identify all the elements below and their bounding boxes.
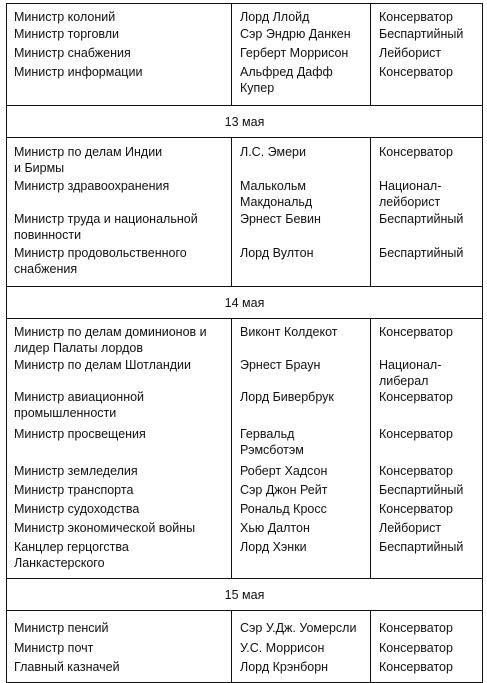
name-cell: Альфред Дафф Купер: [232, 64, 371, 106]
post-cell: Министр судоходства: [7, 501, 232, 520]
table-row: [7, 501, 483, 520]
party-cell: Консерватор: [371, 659, 483, 683]
post-cell: Министр здравоохранения: [7, 178, 232, 211]
table-row: [7, 357, 483, 389]
post-cell: Министр земледелия: [7, 463, 232, 482]
party-cell: Беспартийный: [371, 26, 483, 45]
party-cell: Консерватор: [371, 640, 483, 659]
post-cell: Министр информации: [7, 64, 232, 106]
name-cell: У.С. Моррисон: [232, 640, 371, 659]
table-row: [7, 4, 483, 26]
table-row: [7, 211, 483, 245]
post-cell: Министр торговли: [7, 26, 232, 45]
table-row: [7, 539, 483, 579]
name-cell: Роберт Хадсон: [232, 463, 371, 482]
table-row: [7, 640, 483, 659]
table-row: [7, 426, 483, 463]
section-date: 15 мая: [7, 579, 483, 611]
party-cell: Консерватор: [371, 389, 483, 426]
name-cell: Сэр Эндрю Данкен: [232, 26, 371, 45]
party-cell: Беспартийный: [371, 482, 483, 501]
table-row: [7, 245, 483, 287]
section-date: 14 мая: [7, 287, 483, 319]
name-cell: Сэр У.Дж. Уомерсли: [232, 611, 371, 640]
name-cell: Малькольм Макдональд: [232, 178, 371, 211]
post-cell: Министр по делам Индии и Бирмы: [7, 138, 232, 178]
name-cell: Герберт Моррисон: [232, 45, 371, 64]
post-cell: Министр транспорта: [7, 482, 232, 501]
name-cell: Лорд Вултон: [232, 245, 371, 287]
party-cell: Беспартийный: [371, 539, 483, 579]
name-cell: Эрнест Браун: [232, 357, 371, 389]
table-row: [7, 26, 483, 45]
post-cell: Министр авиационной промышленности: [7, 389, 232, 426]
post-cell: Министр просвещения: [7, 426, 232, 463]
table-row: [7, 520, 483, 539]
table-row: [7, 64, 483, 106]
post-cell: Министр колоний: [7, 4, 232, 26]
post-cell: Министр экономической войны: [7, 520, 232, 539]
party-cell: Консерватор: [371, 426, 483, 463]
table-row: [7, 463, 483, 482]
date-row: [7, 579, 483, 611]
post-cell: Канцлер герцогства Ланкастерского: [7, 539, 232, 579]
post-cell: Министр почт: [7, 640, 232, 659]
party-cell: Консерватор: [371, 319, 483, 357]
table-row: [7, 45, 483, 64]
name-cell: Эрнест Бевин: [232, 211, 371, 245]
name-cell: Лорд Бивербрук: [232, 389, 371, 426]
table-row: [7, 659, 483, 683]
name-cell: Сэр Джон Рейт: [232, 482, 371, 501]
party-cell: Беспартийный: [371, 211, 483, 245]
post-cell: Министр снабжения: [7, 45, 232, 64]
party-cell: Консерватор: [371, 501, 483, 520]
party-cell: Консерватор: [371, 64, 483, 106]
post-cell: Министр пенсий: [7, 611, 232, 640]
date-row: [7, 106, 483, 138]
party-cell: Консерватор: [371, 611, 483, 640]
party-cell: Беспартийный: [371, 245, 483, 287]
name-cell: Хью Далтон: [232, 520, 371, 539]
table-row: [7, 319, 483, 357]
table-row: [7, 138, 483, 178]
table-row: [7, 482, 483, 501]
party-cell: Национал-лейборист: [371, 178, 483, 211]
party-cell: Консерватор: [371, 4, 483, 26]
name-cell: Лорд Хэнки: [232, 539, 371, 579]
party-cell: Лейборист: [371, 45, 483, 64]
cabinet-table: [6, 3, 483, 683]
name-cell: Лорд Крэнборн: [232, 659, 371, 683]
party-cell: Консерватор: [371, 138, 483, 178]
party-cell: Консерватор: [371, 463, 483, 482]
table-row: [7, 178, 483, 211]
post-cell: Министр по делам доминионов и лидер Палаты лордов: [7, 319, 232, 357]
table-row: [7, 611, 483, 640]
date-row: [7, 287, 483, 319]
name-cell: Л.С. Эмери: [232, 138, 371, 178]
post-cell: Министр по делам Шотландии: [7, 357, 232, 389]
section-date: 13 мая: [7, 106, 483, 138]
name-cell: Лорд Ллойд: [232, 4, 371, 26]
party-cell: Лейборист: [371, 520, 483, 539]
post-cell: Министр продовольственного снабжения: [7, 245, 232, 287]
party-cell: Национал-либерал: [371, 357, 483, 389]
post-cell: Министр труда и национальной повинности: [7, 211, 232, 245]
name-cell: Рональд Кросс: [232, 501, 371, 520]
name-cell: Гервальд Рэмсботэм: [232, 426, 371, 463]
table-row: [7, 389, 483, 426]
name-cell: Виконт Колдекот: [232, 319, 371, 357]
post-cell: Главный казначей: [7, 659, 232, 683]
